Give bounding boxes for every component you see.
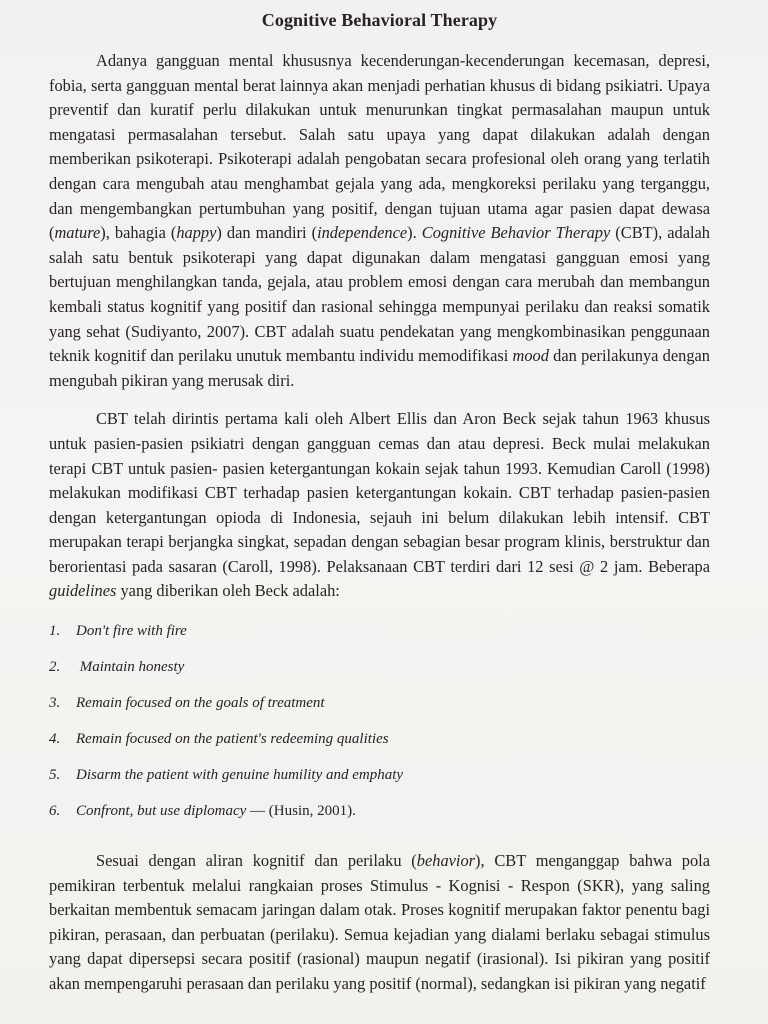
guideline-item bbox=[49, 621, 710, 657]
italic-term: Cognitive Behavior Therapy bbox=[421, 223, 611, 243]
guideline-number: 4. bbox=[49, 731, 61, 748]
text-run: (CBT), adalah salah satu bentuk psikoterapi yang dapat digunakan dalam mengatasi gangguan emosi yang bertujuan menghilangkan tanda, gejala, atau problem emosi dengan cara merubah dan membangun kembali status kognitif yang positif dan rasional sehingga mempunyai perilaku dan reaksi somatik yang sehat (Sudiyanto, 2007). CBT adalah suatu pendekatan yang mengkombinasikan penggunaan teknik kognitif dan perilaku unutuk membantu individu memodifikasi bbox=[49, 223, 711, 366]
guideline-text: Disarm the patient with genuine humility and emphaty bbox=[76, 767, 404, 784]
guideline-number: 1. bbox=[49, 623, 61, 640]
paragraph-skr bbox=[49, 849, 710, 997]
guideline-number: 3. bbox=[49, 695, 61, 712]
paragraph-history bbox=[49, 407, 710, 604]
italic-term: behavior bbox=[416, 851, 476, 871]
guideline-item bbox=[49, 801, 710, 837]
text-run: dan perilakunya dengan mengubah pikiran yang merusak diri. bbox=[49, 346, 710, 390]
guideline-citation: (Husin, 2001). bbox=[265, 803, 356, 820]
guideline-item bbox=[49, 729, 710, 765]
guideline-item bbox=[49, 765, 710, 801]
guideline-text: Don't fire with fire bbox=[76, 623, 187, 640]
text-run: ). bbox=[407, 223, 422, 243]
italic-term: happy bbox=[176, 223, 217, 243]
text-run: ), CBT menganggap bahwa pola pemikiran terbentuk melalui rangkaian proses Stimulus - Kognisi - Respon (SKR), yang saling berkaitan membentuk semacam jaringan dalam otak. Proses kognitif merupakan faktor penentu bagi pikiran, perasaan, dan perbuatan (perilaku). Semua kejadian yang dialami berlaku sebagai stimulus yang dapat dipersepsi secara positif (rasional) maupun negatif (irasional). Isi pikiran yang positif akan mempengaruhi perasaan dan perilaku yang positif (normal), sedangkan isi pikiran yang negatif bbox=[49, 851, 710, 994]
italic-term: mature bbox=[54, 223, 101, 243]
guideline-number: 5. bbox=[49, 767, 61, 784]
guideline-text: Confront, but use diplomacy –– bbox=[76, 803, 266, 820]
guideline-text: Remain focused on the patient's redeeming qualities bbox=[76, 731, 389, 748]
guideline-number: 6. bbox=[49, 803, 61, 820]
guidelines-list bbox=[49, 621, 710, 837]
text-run: CBT telah dirintis pertama kali oleh Albert Ellis dan Aron Beck sejak tahun 1963 khusus untuk pasien-pasien psikiatri dengan gangguan cemas dan atau depresi. Beck mulai melakukan terapi CBT untuk pasien- pasien ketergantungan kokain sejak tahun 1993. Kemudian Caroll (1998) melakukan modifikasi CBT terhadap pasien ketergantungan kokain. CBT terhadap pasien-pasien dengan ketergantungan opioda di Indonesia, sejauh ini belum dilakukan lebih intensif. CBT merupakan terapi berjangka singkat, sepadan dengan sebagian besar program klinis, berstruktur dan berorientasi pada sasaran (Caroll, 1998). Pelaksanaan CBT terdiri dari 12 sesi @ 2 jam. Beberapa bbox=[49, 409, 710, 576]
text-run: Sesuai dengan aliran kognitif dan perilaku ( bbox=[96, 851, 417, 871]
text-run: ), bahagia ( bbox=[100, 223, 177, 243]
guideline-number: 2. bbox=[49, 659, 61, 676]
italic-term: mood bbox=[512, 346, 549, 366]
guideline-item bbox=[49, 693, 710, 729]
document-title: Cognitive Behavioral Therapy bbox=[261, 10, 498, 30]
guideline-text: Maintain honesty bbox=[76, 659, 185, 676]
guideline-item bbox=[49, 657, 710, 693]
italic-term: guidelines bbox=[49, 581, 117, 601]
text-run: yang diberikan oleh Beck adalah: bbox=[116, 581, 340, 601]
italic-term: independence bbox=[317, 223, 408, 243]
text-run: Adanya gangguan mental khususnya kecenderungan-kecenderungan kecemasan, depresi, fobia, serta gangguan mental berat lainnya akan menjadi perhatian khusus di bidang psikiatri. Upaya preventif dan kuratif perlu dilakukan untuk menurunkan tingkat permasalahan maupun untuk mengatasi permasalahan tersebut. Salah satu upaya yang dapat dilakukan adalah dengan memberikan psikoterapi. Psikoterapi adalah pengobatan secara profesional oleh orang yang terlatih dengan cara mengubah atau menghambat gejala yang ada, mengkoreksi perilaku yang terganggu, dan mengembangkan pertumbuhan yang positif, dengan tujuan utama agar pasien dapat dewasa ( bbox=[49, 51, 710, 243]
guideline-text: Remain focused on the goals of treatment bbox=[76, 695, 325, 712]
text-run: ) dan mandiri ( bbox=[216, 223, 318, 243]
paragraph-intro bbox=[49, 49, 710, 393]
